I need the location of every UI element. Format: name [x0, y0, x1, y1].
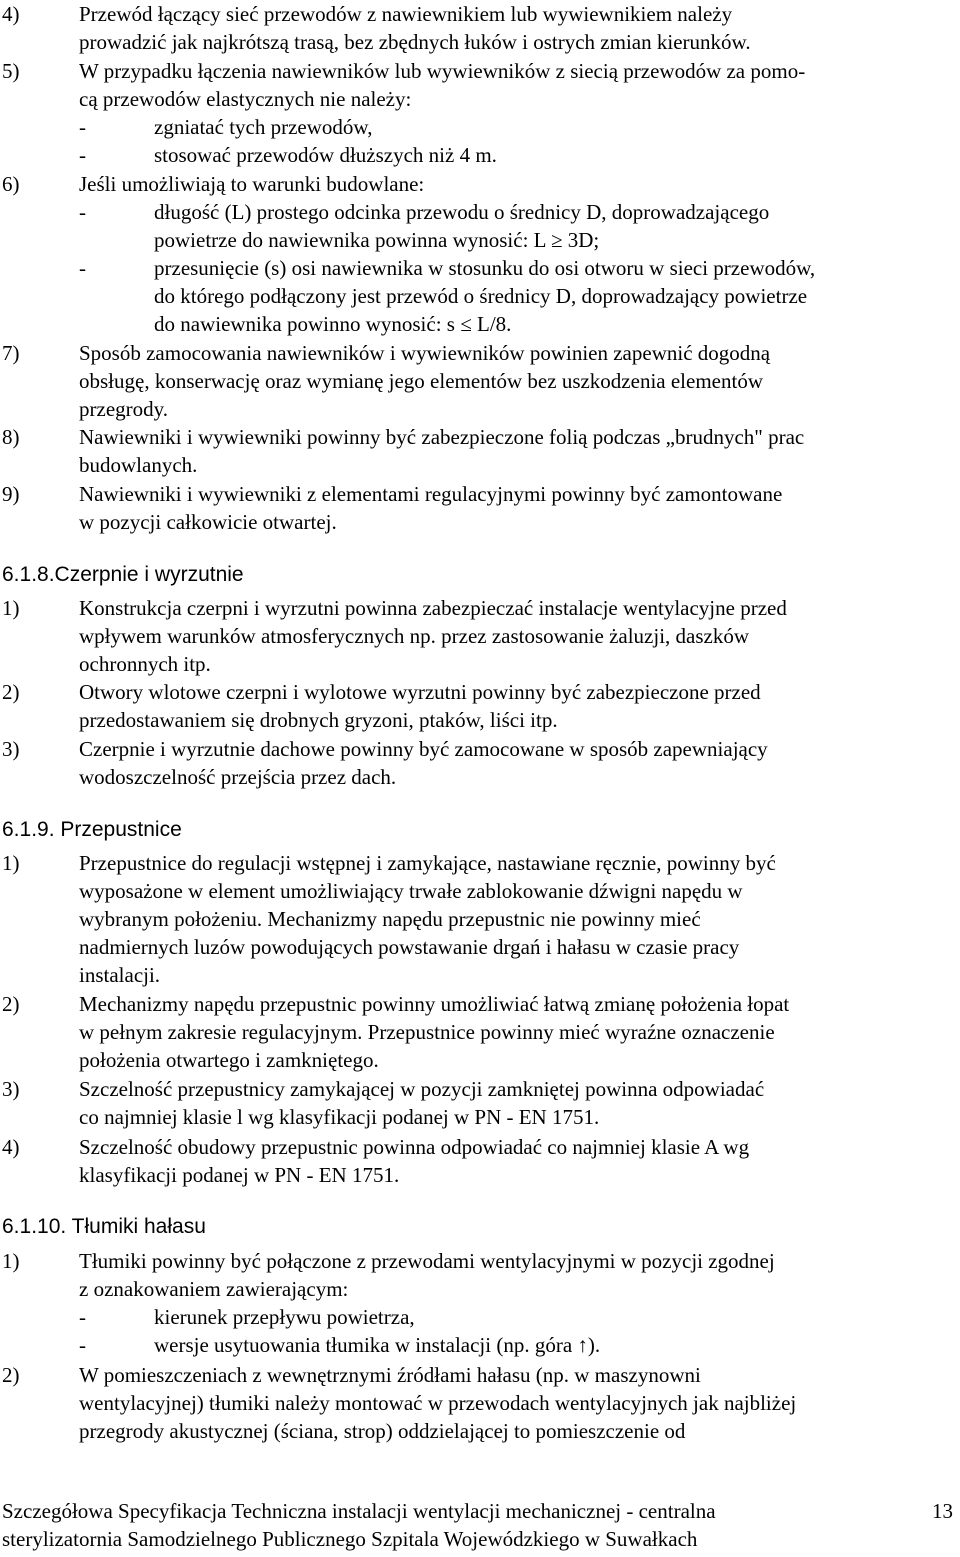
item-text-line: instalacji.	[79, 963, 161, 987]
item-number: 2)	[2, 992, 20, 1016]
page-number: 13	[932, 1499, 953, 1523]
item-number: 1)	[2, 596, 20, 620]
dash-bullet: -	[79, 1305, 86, 1329]
sub-item-text: kierunek przepływu powietrza,	[154, 1305, 415, 1329]
item-text-line: położenia otwartego i zamkniętego.	[79, 1048, 379, 1072]
section-heading-tlumiki: 6.1.10. Tłumiki hałasu	[2, 1215, 206, 1238]
sub-item-text: wersje usytuowania tłumika w instalacji (np. góra ↑).	[154, 1333, 601, 1357]
list-item	[2, 1133, 957, 1189]
list-item	[2, 1361, 957, 1445]
item-text-line: wyposażone w element umożliwiający trwałe zablokowanie dźwigni napędu w	[79, 879, 743, 903]
sub-item	[79, 198, 957, 254]
dash-bullet: -	[79, 200, 86, 224]
item-text-line: Konstrukcja czerpni i wyrzutni powinna zabezpieczać instalacje wentylacyjne przed	[79, 596, 787, 620]
item-text-line: Jeśli umożliwiają to warunki budowlane:	[79, 172, 425, 196]
item-number: 2)	[2, 1363, 20, 1387]
item-text-line: wybranym położeniu. Mechanizmy napędu przepustnic nie powinny mieć	[79, 907, 701, 931]
item-text-line: Przepustnice do regulacji wstępnej i zamykające, nastawiane ręcznie, powinny być	[79, 851, 776, 875]
sub-item-text: stosować przewodów dłuższych niż 4 m.	[154, 143, 497, 167]
item-number: 8)	[2, 425, 20, 449]
item-number: 2)	[2, 680, 20, 704]
item-number: 4)	[2, 1135, 20, 1159]
section-heading-przepustnice: 6.1.9. Przepustnice	[2, 818, 182, 841]
item-text-line: Tłumiki powinny być połączone z przewodami wentylacyjnymi w pozycji zgodnej	[79, 1249, 775, 1273]
list-item	[2, 735, 957, 791]
list-item-5	[2, 57, 957, 169]
item-number: 5)	[2, 59, 20, 83]
item-text-line: Nawiewniki i wywiewniki z elementami regulacyjnymi powinny być zamontowane	[79, 482, 783, 506]
dash-bullet: -	[79, 1333, 86, 1357]
footer-line: sterylizatornia Samodzielnego Publicznego Szpitala Wojewódzkiego w Suwałkach	[2, 1527, 698, 1551]
list-item-4	[2, 0, 957, 56]
list-item	[2, 678, 957, 734]
section-heading-czerpnie: 6.1.8.Czerpnie i wyrzutnie	[2, 563, 244, 586]
item-number: 7)	[2, 341, 20, 365]
list-item	[2, 594, 957, 678]
dash-bullet: -	[79, 115, 86, 139]
item-text-line: wentylacyjnej) tłumiki należy montować w przewodach wentylacyjnych jak najbliżej	[79, 1391, 797, 1415]
dash-bullet: -	[79, 256, 86, 280]
list-item	[2, 990, 957, 1074]
list-item	[2, 1247, 957, 1359]
sub-item	[79, 141, 957, 169]
list-item-6	[2, 170, 957, 338]
item-text-line: cą przewodów elastycznych nie należy:	[79, 87, 412, 111]
item-text-line: Nawiewniki i wywiewniki powinny być zabezpieczone folią podczas „brudnych" prac	[79, 425, 805, 449]
sub-item-text: przesunięcie (s) osi nawiewnika w stosunku do osi otworu w sieci przewodów,	[154, 256, 816, 280]
sub-item-text: do którego podłączony jest przewód o średnicy D, doprowadzający powietrze	[154, 284, 808, 308]
item-text-line: Czerpnie i wyrzutnie dachowe powinny być zamocowane w sposób zapewniający	[79, 737, 768, 761]
item-number: 3)	[2, 1077, 20, 1101]
sub-item	[79, 113, 957, 141]
item-text-line: ochronnych itp.	[79, 652, 211, 676]
item-number: 9)	[2, 482, 20, 506]
list-item-8	[2, 423, 957, 479]
item-text-line: przedostawaniem się drobnych gryzoni, ptaków, liści itp.	[79, 708, 558, 732]
item-text-line: W przypadku łączenia nawiewników lub wywiewników z siecią przewodów za pomo-	[79, 59, 806, 83]
item-text-line: przegrody.	[79, 397, 169, 421]
item-text-line: co najmniej klasie l wg klasyfikacji podanej w PN - EN 1751.	[79, 1105, 600, 1129]
list-item	[2, 1075, 957, 1131]
item-text-line: Otwory wlotowe czerpni i wylotowe wyrzutni powinny być zabezpieczone przed	[79, 680, 761, 704]
item-number: 6)	[2, 172, 20, 196]
item-text-line: Szczelność obudowy przepustnic powinna odpowiadać co najmniej klasie A wg	[79, 1135, 750, 1159]
list-item-7	[2, 339, 957, 423]
sub-item-text: długość (L) prostego odcinka przewodu o średnicy D, doprowadzającego	[154, 200, 770, 224]
item-text-line: wodoszczelność przejścia przez dach.	[79, 765, 397, 789]
item-text-line: obsługę, konserwację oraz wymianę jego elementów bez uszkodzenia elementów	[79, 369, 763, 393]
item-text-line: W pomieszczeniach z wewnętrznymi źródłami hałasu (np. w maszynowni	[79, 1363, 701, 1387]
sub-item	[79, 254, 957, 338]
footer-line: Szczegółowa Specyfikacja Techniczna instalacji wentylacji mechanicznej - centralna	[2, 1499, 716, 1523]
item-text-line: Przewód łączący sieć przewodów z nawiewnikiem lub wywiewnikiem należy	[79, 2, 733, 26]
sub-item-text: do nawiewnika powinno wynosić: s ≤ L/8.	[154, 312, 512, 336]
sub-item	[79, 1331, 957, 1359]
item-text-line: nadmiernych luzów powodujących powstawanie drgań i hałasu w czasie pracy	[79, 935, 740, 959]
item-text-line: Sposób zamocowania nawiewników i wywiewników powinien zapewnić dogodną	[79, 341, 771, 365]
item-text-line: z oznakowaniem zawierającym:	[79, 1277, 349, 1301]
item-number: 1)	[2, 851, 20, 875]
sub-item-text: powietrze do nawiewnika powinna wynosić: L ≥ 3D;	[154, 228, 600, 252]
item-text-line: w pełnym zakresie regulacyjnym. Przepustnice powinny mieć wyraźne oznaczenie	[79, 1020, 775, 1044]
list-item	[2, 849, 957, 989]
item-text-line: budowlanych.	[79, 453, 198, 477]
item-number: 1)	[2, 1249, 20, 1273]
sub-item-text: zgniatać tych przewodów,	[154, 115, 373, 139]
item-number: 3)	[2, 737, 20, 761]
item-text-line: przegrody akustycznej (ściana, strop) oddzielającej to pomieszczenie od	[79, 1419, 686, 1443]
item-text-line: klasyfikacji podanej w PN - EN 1751.	[79, 1163, 400, 1187]
item-text-line: w pozycji całkowicie otwartej.	[79, 510, 337, 534]
list-item-9	[2, 480, 957, 536]
item-number: 4)	[2, 2, 20, 26]
item-text-line: wpływem warunków atmosferycznych np. przez zastosowanie żaluzji, daszków	[79, 624, 750, 648]
item-text-line: prowadzić jak najkrótszą trasą, bez zbędnych łuków i ostrych zmian kierunków.	[79, 30, 751, 54]
page-footer	[2, 1497, 957, 1553]
dash-bullet: -	[79, 143, 86, 167]
item-text-line: Szczelność przepustnicy zamykającej w pozycji zamkniętej powinna odpowiadać	[79, 1077, 765, 1101]
sub-item	[79, 1303, 957, 1331]
item-text-line: Mechanizmy napędu przepustnic powinny umożliwiać łatwą zmianę położenia łopat	[79, 992, 790, 1016]
